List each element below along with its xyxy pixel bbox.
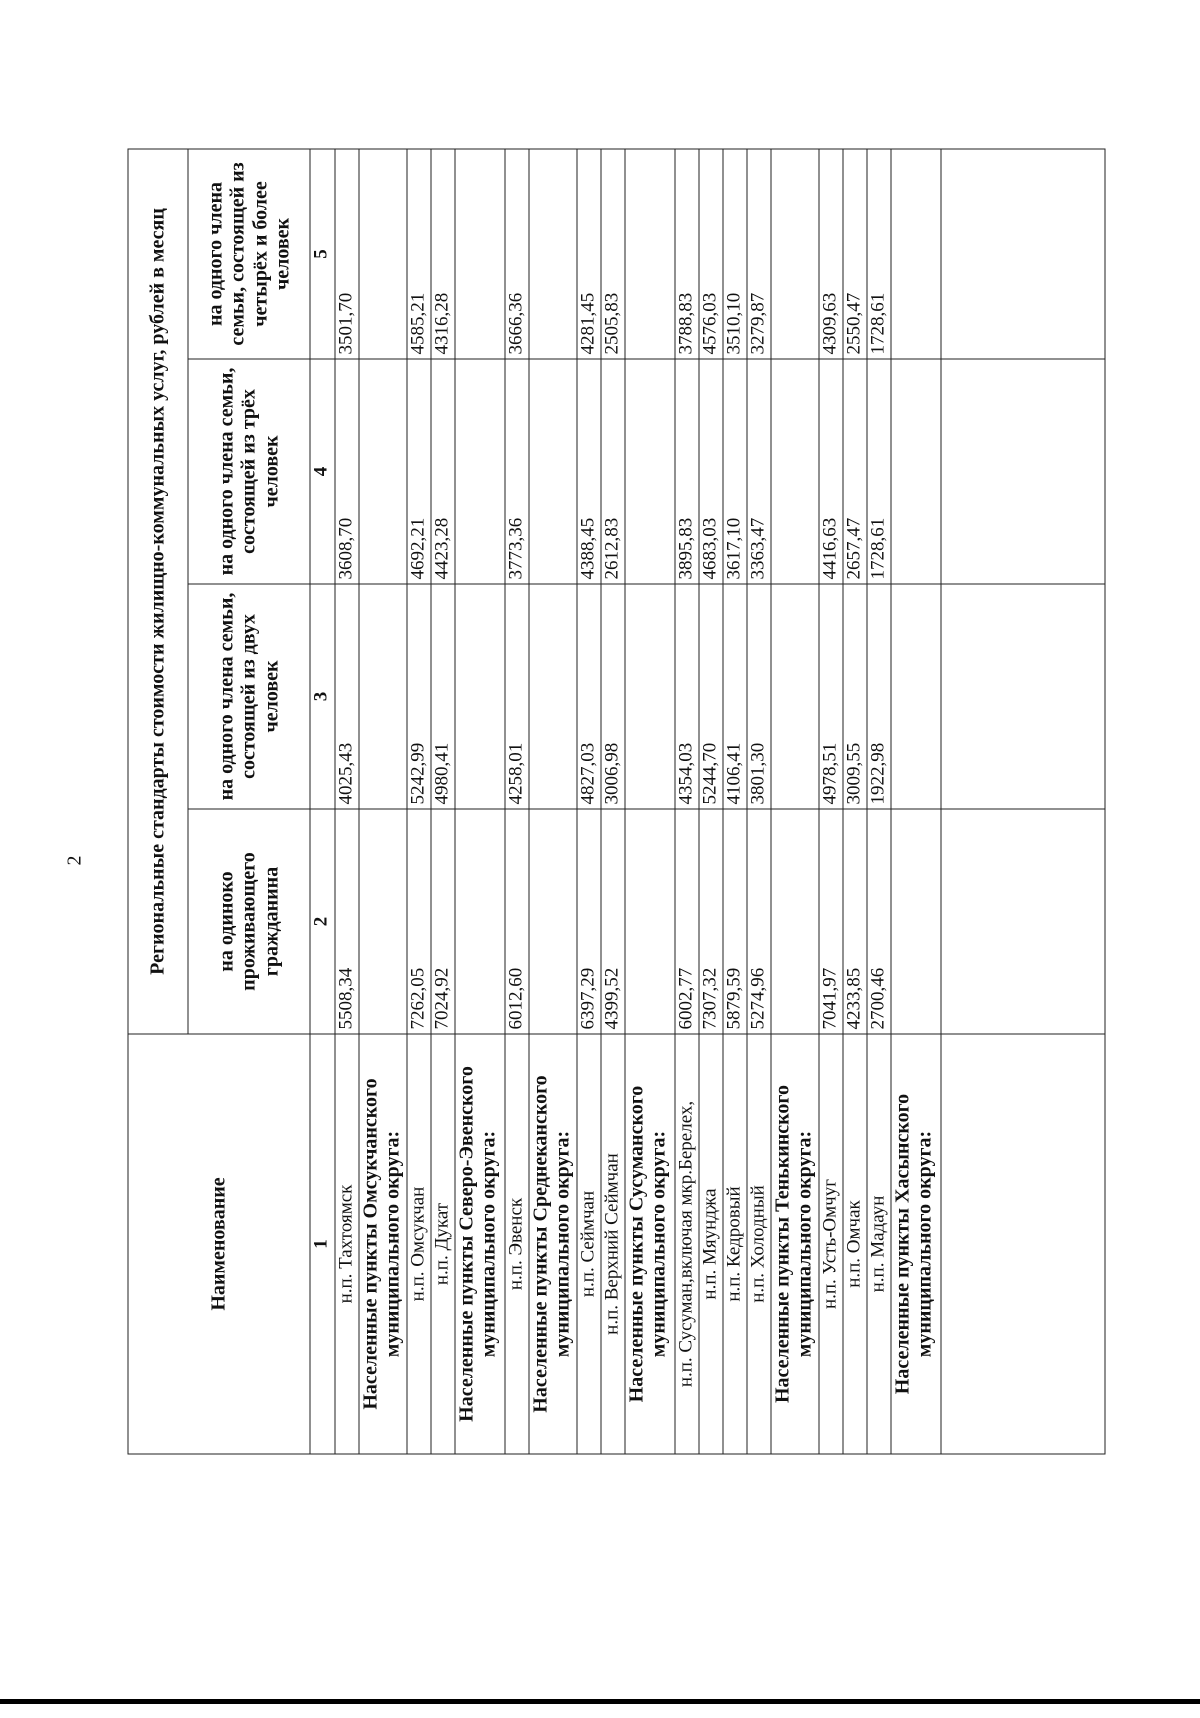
cost-value: 5244,70	[699, 584, 723, 809]
header-col-two: на одного члена семьи, состоящей из двух человек	[188, 584, 310, 809]
cost-value: 4978,51	[819, 584, 843, 809]
cost-value: 5242,99	[407, 584, 431, 809]
table-row	[335, 149, 359, 1454]
cost-value: 3363,47	[747, 359, 771, 584]
locality-name: н.п. Эвенск	[505, 1034, 529, 1454]
empty-cell	[891, 809, 941, 1034]
column-number: 4	[310, 359, 335, 584]
bottom-rule	[0, 1699, 1200, 1704]
cost-value: 4354,03	[675, 584, 699, 809]
empty-cell	[455, 809, 505, 1034]
cost-value: 5274,96	[747, 809, 771, 1034]
cost-value: 2612,83	[601, 359, 625, 584]
cost-value: 3501,70	[335, 149, 359, 359]
cost-value: 3801,30	[747, 584, 771, 809]
table-row	[601, 149, 625, 1454]
group-title: Населенные пункты Среднеканского муниципального округа:	[529, 1034, 577, 1454]
empty-cell	[529, 809, 577, 1034]
cost-value: 4416,63	[819, 359, 843, 584]
group-row	[359, 149, 407, 1454]
empty-cell	[625, 809, 675, 1034]
locality-name: н.п. Усть-Омчуг	[819, 1034, 843, 1454]
cost-value: 4399,52	[601, 809, 625, 1034]
locality-name: н.п. Дукат	[431, 1034, 455, 1454]
table-row	[747, 149, 771, 1454]
cost-value: 2657,47	[843, 359, 867, 584]
header-col-single: на одиноко проживающего гражданина	[188, 809, 310, 1034]
empty-cell	[771, 359, 819, 584]
cost-value: 4827,03	[577, 584, 601, 809]
locality-name: н.п. Омсукчан	[407, 1034, 431, 1454]
group-title: Населенные пункты Омсукчанского муниципального округа:	[359, 1034, 407, 1454]
header-name: Наименование	[128, 1034, 310, 1454]
empty-cell	[359, 584, 407, 809]
locality-name: н.п. Кедровый	[723, 1034, 747, 1454]
housing-cost-table	[128, 148, 1106, 1454]
empty-cell	[359, 149, 407, 359]
group-row	[771, 149, 819, 1454]
empty-cell	[455, 359, 505, 584]
locality-name: н.п. Мяунджа	[699, 1034, 723, 1454]
table-row	[699, 149, 723, 1454]
table-row	[819, 149, 843, 1454]
cost-value: 5508,34	[335, 809, 359, 1034]
header-row-top	[128, 149, 188, 1454]
empty-cell	[771, 149, 819, 359]
cost-value: 2550,47	[843, 149, 867, 359]
cost-value: 3773,36	[505, 359, 529, 584]
locality-name: н.п. Холодный	[747, 1034, 771, 1454]
table-row	[675, 149, 699, 1454]
group-row	[529, 149, 577, 1454]
locality-name: н.п. Тахтоямск	[335, 1034, 359, 1454]
locality-name: н.п. Омчак	[843, 1034, 867, 1454]
empty-cell	[529, 359, 577, 584]
cost-value: 4316,28	[431, 149, 455, 359]
column-number: 2	[310, 809, 335, 1034]
column-number-row	[310, 149, 335, 1454]
empty-cell	[625, 359, 675, 584]
empty-cell	[625, 149, 675, 359]
empty-cell	[891, 584, 941, 809]
cost-value: 4309,63	[819, 149, 843, 359]
empty-cell	[941, 1034, 1105, 1454]
empty-cell	[941, 359, 1105, 584]
cost-value: 5879,59	[723, 809, 747, 1034]
empty-cell	[529, 584, 577, 809]
header-group: Региональные стандарты стоимости жилищно-коммунальных услуг, рублей в месяц	[128, 149, 188, 1034]
cost-value: 6002,77	[675, 809, 699, 1034]
empty-cell	[941, 809, 1105, 1034]
empty-cell	[891, 149, 941, 359]
table-row	[723, 149, 747, 1454]
header-col-three: на одного члена семьи, состоящей из трёх человек	[188, 359, 310, 584]
cost-value: 6397,29	[577, 809, 601, 1034]
cost-value: 4025,43	[335, 584, 359, 809]
column-number: 1	[310, 1034, 335, 1454]
cost-value: 1922,98	[867, 584, 891, 809]
cost-value: 3788,83	[675, 149, 699, 359]
cost-value: 2700,46	[867, 809, 891, 1034]
empty-cell	[771, 584, 819, 809]
empty-cell	[891, 359, 941, 584]
table-row	[505, 149, 529, 1454]
cost-value: 6012,60	[505, 809, 529, 1034]
cost-value: 3279,87	[747, 149, 771, 359]
table-row	[577, 149, 601, 1454]
empty-cell	[529, 149, 577, 359]
cost-value: 3608,70	[335, 359, 359, 584]
empty-cell	[455, 584, 505, 809]
table-row	[867, 149, 891, 1454]
empty-cell	[359, 359, 407, 584]
locality-name: н.п. Верхний Сеймчан	[601, 1034, 625, 1454]
empty-cell	[941, 149, 1105, 359]
cost-value: 3006,98	[601, 584, 625, 809]
table-row	[407, 149, 431, 1454]
empty-cell	[455, 149, 505, 359]
cost-value: 7024,92	[431, 809, 455, 1034]
cost-value: 3666,36	[505, 149, 529, 359]
group-title: Населенные пункты Северо-Эвенского муниципального округа:	[455, 1034, 505, 1454]
table-body	[128, 149, 1105, 1454]
cost-value: 4106,41	[723, 584, 747, 809]
cost-value: 7041,97	[819, 809, 843, 1034]
column-number: 5	[310, 149, 335, 359]
column-number: 3	[310, 584, 335, 809]
cost-value: 4980,41	[431, 584, 455, 809]
cost-value: 4233,85	[843, 809, 867, 1034]
cost-value: 4585,21	[407, 149, 431, 359]
cost-value: 4692,21	[407, 359, 431, 584]
locality-name: н.п. Мадаун	[867, 1034, 891, 1454]
group-title: Населенные пункты Хасынского муниципального округа:	[891, 1034, 941, 1454]
cost-value: 3895,83	[675, 359, 699, 584]
cost-value: 4576,03	[699, 149, 723, 359]
filler-row	[941, 149, 1105, 1454]
cost-value: 1728,61	[867, 149, 891, 359]
empty-cell	[625, 584, 675, 809]
cost-value: 3617,10	[723, 359, 747, 584]
cost-value: 4258,01	[505, 584, 529, 809]
locality-name: н.п. Сусуман,включая мкр.Берелех,	[675, 1034, 699, 1454]
cost-value: 3009,55	[843, 584, 867, 809]
cost-value: 7262,05	[407, 809, 431, 1034]
cost-value: 4683,03	[699, 359, 723, 584]
group-row	[455, 149, 505, 1454]
group-row	[625, 149, 675, 1454]
cost-value: 3510,10	[723, 149, 747, 359]
cost-value: 7307,32	[699, 809, 723, 1034]
cost-value: 2505,83	[601, 149, 625, 359]
cost-value: 4281,45	[577, 149, 601, 359]
table-row	[431, 149, 455, 1454]
cost-value: 4388,45	[577, 359, 601, 584]
empty-cell	[941, 584, 1105, 809]
empty-cell	[771, 809, 819, 1034]
empty-cell	[359, 809, 407, 1034]
cost-value: 1728,61	[867, 359, 891, 584]
locality-name: н.п. Сеймчан	[577, 1034, 601, 1454]
page-number: 2	[63, 855, 86, 866]
group-title: Населенные пункты Сусуманского муниципального округа:	[625, 1034, 675, 1454]
group-row	[891, 149, 941, 1454]
header-col-four: на одного члена семьи, состоящей из четырёх и более человек	[188, 149, 310, 359]
table-row	[843, 149, 867, 1454]
group-title: Населенные пункты Тенькинского муниципального округа:	[771, 1034, 819, 1454]
document-sheet	[128, 150, 1106, 1455]
cost-value: 4423,28	[431, 359, 455, 584]
